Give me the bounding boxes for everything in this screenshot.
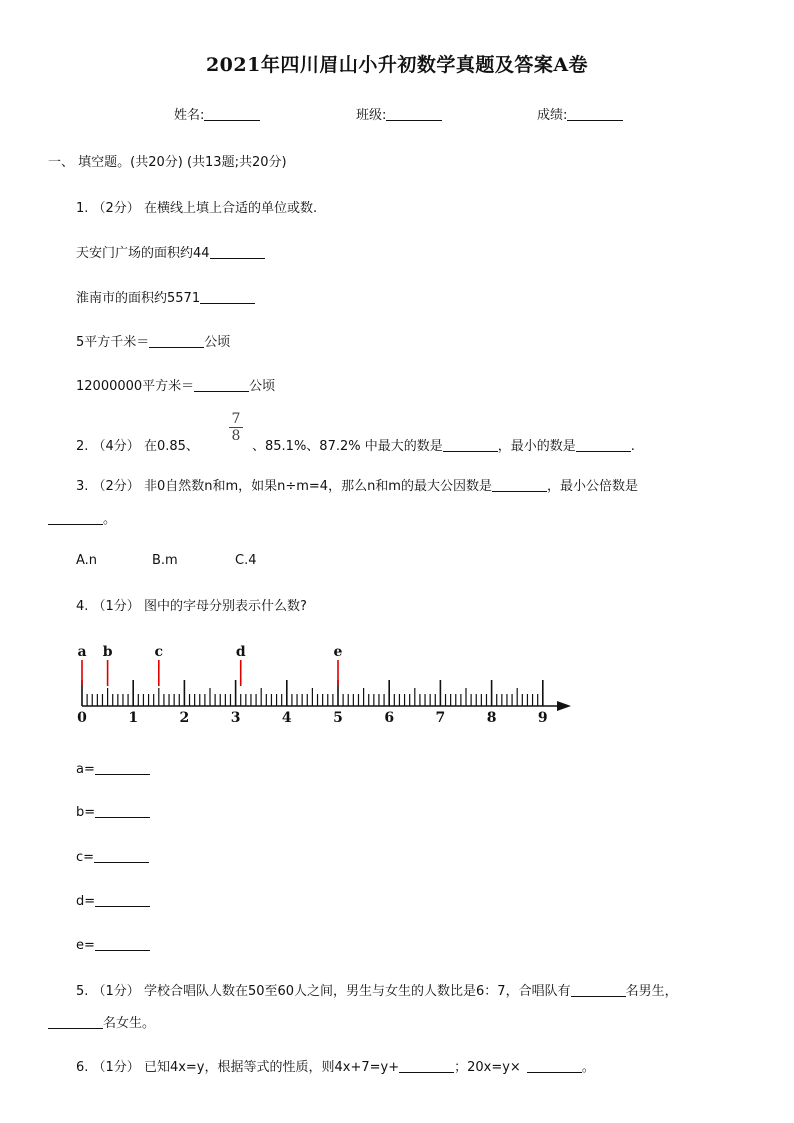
marker-label-c: c <box>154 644 164 660</box>
q4-blank-e[interactable] <box>95 937 150 951</box>
q4-answer-d <box>76 893 150 909</box>
q3-end: 。 <box>103 512 117 527</box>
class-label: 班级: <box>356 108 387 123</box>
marker-label-b: b <box>102 644 113 660</box>
q6-end: 。 <box>581 1060 595 1075</box>
q5-line1 <box>76 980 678 999</box>
q2-mid: 、85.1%、87.2% 中最大的数是 <box>252 439 443 454</box>
axis-label: 5 <box>333 710 343 726</box>
page-title: 2021年四川眉山小升初数学真题及答案A卷 <box>205 54 589 76</box>
q4-answer-a <box>76 761 150 777</box>
score-label: 成绩: <box>537 108 568 123</box>
section-heading: 一、 填空题。(共20分) (共13题;共20分) <box>48 155 287 170</box>
number-line <box>77 644 571 726</box>
q4-heading: 4. （1分） 图中的字母分别表示什么数? <box>76 599 307 614</box>
q4-blank-a[interactable] <box>95 761 150 775</box>
q4-answer-b <box>76 804 150 820</box>
q4-answer-e-label: e= <box>76 938 95 953</box>
axis-label: 7 <box>435 710 446 726</box>
q4-answer-c <box>76 849 149 865</box>
q5-mid: 名男生， <box>625 984 678 999</box>
q5-blank-1[interactable] <box>571 983 626 997</box>
q4-blank-d[interactable] <box>95 893 150 907</box>
q1-line1-text: 天安门广场的面积约44 <box>76 246 210 261</box>
q1-line4-unit: 公顷 <box>249 379 276 394</box>
q5-end: 名女生。 <box>103 1016 156 1031</box>
marker-label-a: a <box>77 644 87 660</box>
axis-arrow <box>557 701 571 711</box>
q1-line4-text: 12000000平方米＝ <box>76 379 195 394</box>
axis-label: 1 <box>128 710 139 726</box>
q3-option-b[interactable]: B.m <box>152 553 178 568</box>
q1-line3-unit: 公顷 <box>204 335 231 350</box>
q6-head: 6. （1分） 已知4x=y，根据等式的性质，则4x+7=y+ <box>76 1060 400 1075</box>
q6-blank-2[interactable] <box>527 1059 582 1073</box>
q3-option-a[interactable]: A.n <box>76 553 98 568</box>
q2-end: . <box>630 439 635 454</box>
axis-label: 4 <box>281 710 292 726</box>
q2-fraction-numerator: 7 <box>231 411 241 427</box>
axis-label: 8 <box>486 710 497 726</box>
q6-blank-1[interactable] <box>399 1059 454 1073</box>
q5-line2 <box>48 1012 155 1031</box>
q3-mid: ，最小公倍数是 <box>546 479 638 494</box>
q4-answer-c-label: c= <box>76 850 95 865</box>
q1-line3-text: 5平方千米＝ <box>76 335 150 350</box>
axis-label: 6 <box>384 710 395 726</box>
marker-label-e: e <box>333 644 343 660</box>
q2-fraction-denominator: 8 <box>231 428 241 444</box>
marker-label-d: d <box>235 644 246 660</box>
q1-heading: 1. （2分） 在横线上填上合适的单位或数. <box>76 201 318 216</box>
q3-option-c[interactable]: C.4 <box>235 553 257 568</box>
q5-blank-2[interactable] <box>48 1015 103 1029</box>
axis-label: 2 <box>179 710 190 726</box>
q1-line2-text: 淮南市的面积约5571 <box>76 291 201 306</box>
q2-mid2: ，最小的数是 <box>497 439 576 454</box>
axis-label: 0 <box>77 710 87 726</box>
q3-head: 3. （2分） 非0自然数n和m，如果n÷m=4，那么n和m的最大公因数是 <box>76 479 492 494</box>
name-label: 姓名: <box>174 108 205 123</box>
q6-mid: ；20x=y× <box>454 1060 521 1075</box>
q4-blank-b[interactable] <box>95 804 150 818</box>
q4-answer-d-label: d= <box>76 894 96 909</box>
axis-label: 9 <box>537 710 548 726</box>
q6-line <box>76 1056 595 1075</box>
q4-answer-a-label: a= <box>76 762 95 777</box>
axis-label: 3 <box>230 710 241 726</box>
q4-answer-e <box>76 937 150 953</box>
q5-head: 5. （1分） 学校合唱队人数在50至60人之间，男生与女生的人数比是6：7，合唱队有 <box>76 984 571 999</box>
q2-pre: 2. （4分） 在0.85、 <box>76 439 199 454</box>
q4-blank-c[interactable] <box>94 849 149 863</box>
q4-answer-b-label: b= <box>76 805 96 820</box>
